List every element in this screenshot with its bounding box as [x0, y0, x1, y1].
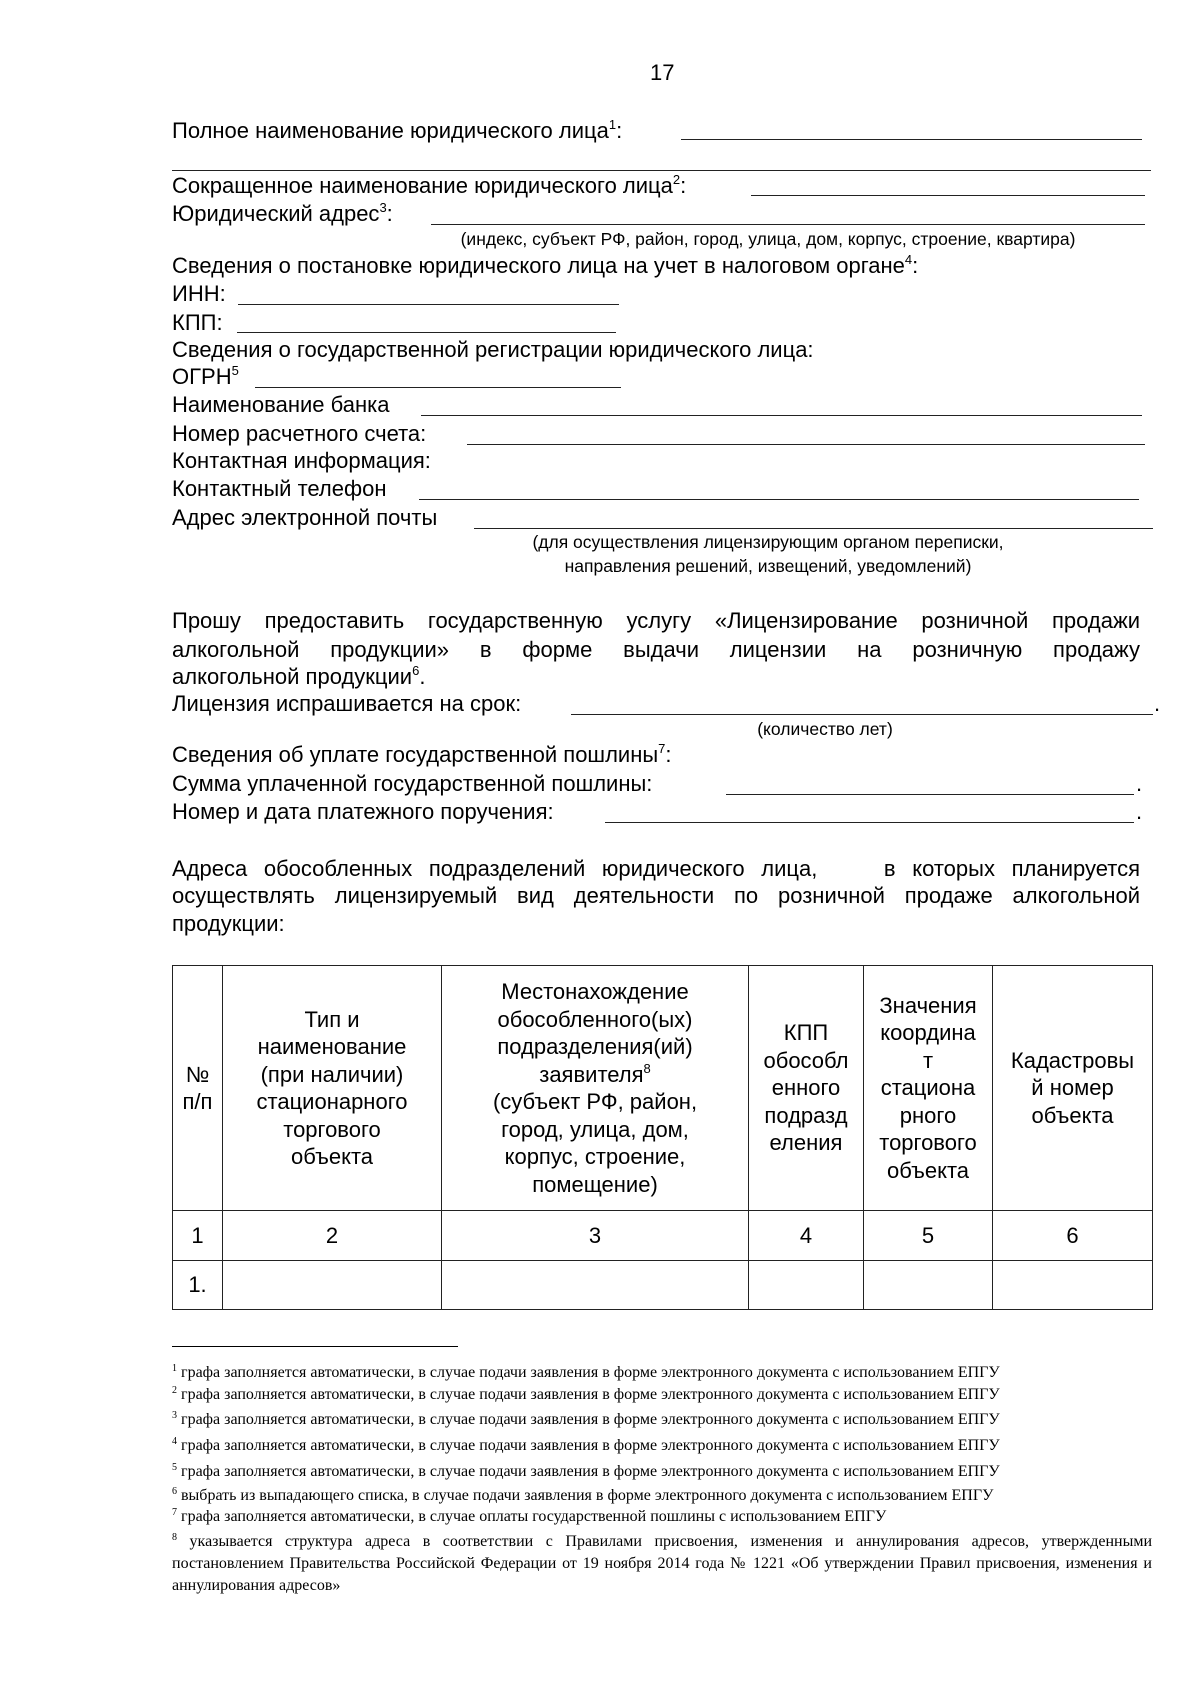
header-type-name: Тип и наименование (при наличии) стационарного торгового объекта	[223, 966, 442, 1211]
label-text: алкогольной продукции	[172, 664, 413, 689]
label-text: Полное наименование юридического лица	[172, 118, 609, 143]
term-field[interactable]	[571, 714, 1153, 715]
footnote-ref: 2	[672, 172, 681, 187]
fee-amount-label: Сумма уплаченной государственной пошлины:	[172, 771, 653, 796]
footnote-text: указывается структура адреса в соответствии с Правилами присвоения, изменения и аннулирования адресов, утвержденными постановлением Правительства Российской Федерации от 19 ноября 2014 года № 1221 «Об утверждении Правил присвоения, изменения и аннулирования адресов»	[172, 1533, 1153, 1594]
account-field[interactable]	[467, 444, 1145, 445]
contact-heading: Контактная информация:	[172, 448, 431, 473]
cell-kpp[interactable]	[749, 1261, 864, 1310]
footnote-ref: 8	[643, 1060, 651, 1076]
label-text: Сведения об уплате государственной пошлины	[172, 742, 659, 767]
payment-order-field[interactable]	[605, 822, 1134, 823]
label-suffix: :	[386, 201, 393, 226]
email-hint-line1: (для осуществления лицензирующим органом переписки,	[532, 532, 1004, 552]
footnote-3	[172, 1409, 1152, 1431]
state-registration-heading: Сведения о государственной регистрации юридического лица:	[172, 337, 814, 362]
footnote-text: графа заполняется автоматически, в случае подачи заявления в форме электронного документа с использованием ЕПГУ	[181, 1463, 1000, 1480]
header-location	[442, 966, 749, 1211]
payment-order-label: Номер и дата платежного поручения:	[172, 799, 554, 824]
inn-field[interactable]	[238, 304, 619, 305]
page-number: 17	[650, 60, 675, 85]
bank-label: Наименование банка	[172, 392, 390, 417]
header-coordinates: Значения координа т стациона рного торгового объекта	[864, 966, 993, 1211]
header-number: № п/п	[173, 966, 223, 1211]
request-line-3	[172, 663, 425, 691]
footnote-separator	[172, 1346, 458, 1347]
footnote-ref: 7	[658, 741, 666, 756]
cell-type-name[interactable]	[223, 1261, 442, 1310]
email-label: Адрес электронной почты	[172, 505, 438, 530]
legal-address-field[interactable]	[431, 224, 1145, 225]
footnote-1	[172, 1362, 1152, 1384]
label-text: Юридический адрес	[172, 201, 380, 226]
footnote-number: 5	[172, 1462, 177, 1473]
label-suffix: :	[680, 173, 687, 198]
term-label: Лицензия испрашивается на срок:	[172, 691, 522, 716]
label-text: ОГРН	[172, 364, 232, 389]
footnote-number: 2	[172, 1385, 177, 1396]
footnote-ref: 1	[608, 117, 617, 132]
column-number: 3	[442, 1211, 749, 1261]
footnote-text: графа заполняется автоматически, в случае подачи заявления в форме электронного документа с использованием ЕПГУ	[181, 1364, 1000, 1381]
header-location-details: (субъект РФ, район, город, улица, дом, корпус, строение, помещение)	[492, 1089, 698, 1197]
short-name-field[interactable]	[751, 195, 1145, 196]
addresses-line-3: продукции:	[172, 911, 285, 936]
label-suffix: :	[665, 742, 672, 767]
footnote-8	[172, 1531, 1152, 1597]
short-name-label	[172, 172, 686, 200]
table-column-numbers-row	[173, 1211, 1153, 1261]
term-end: .	[1154, 691, 1161, 716]
label-suffix: .	[419, 664, 426, 689]
ogrn-field[interactable]	[255, 387, 621, 388]
footnote-number: 3	[172, 1410, 177, 1421]
footnote-5	[172, 1461, 1152, 1483]
kpp-label: КПП:	[172, 310, 223, 335]
kpp-field[interactable]	[237, 332, 616, 333]
fee-heading	[172, 741, 672, 769]
column-number: 5	[864, 1211, 993, 1261]
tax-registration-heading	[172, 252, 918, 280]
subdivisions-table	[172, 965, 1153, 1310]
email-field[interactable]	[474, 528, 1153, 529]
label-text: Сокращенное наименование юридического лица	[172, 173, 673, 198]
footnote-2	[172, 1384, 1152, 1406]
full-name-field-continuation[interactable]	[172, 170, 1151, 171]
legal-address-label	[172, 200, 393, 228]
header-cadastral: Кадастровы й номер объекта	[993, 966, 1153, 1211]
header-kpp: КПП обособл енного подразд еления	[749, 966, 864, 1211]
footnote-number: 4	[172, 1436, 177, 1447]
email-hint-line2: направления решений, извещений, уведомлений)	[564, 556, 972, 576]
column-number: 4	[749, 1211, 864, 1261]
label-suffix: :	[616, 118, 623, 143]
fee-amount-end: .	[1136, 771, 1143, 796]
table-row	[173, 1261, 1153, 1310]
addresses-line-2: осуществлять лицензируемый вид деятельности по розничной продаже алкогольной	[172, 883, 1140, 908]
column-number: 6	[993, 1211, 1153, 1261]
request-line-1: Прошу предоставить государственную услугу «Лицензирование розничной продажи	[172, 608, 1140, 633]
cell-location[interactable]	[442, 1261, 749, 1310]
column-number: 1	[173, 1211, 223, 1261]
footnote-ref: 5	[231, 363, 239, 378]
phone-label: Контактный телефон	[172, 476, 387, 501]
term-hint: (количество лет)	[757, 719, 893, 739]
footnote-6	[172, 1485, 1152, 1507]
cell-coordinates[interactable]	[864, 1261, 993, 1310]
full-name-label	[172, 117, 622, 145]
inn-label: ИНН:	[172, 281, 226, 306]
phone-field[interactable]	[419, 499, 1139, 500]
fee-amount-field[interactable]	[726, 794, 1134, 795]
footnote-number: 8	[172, 1532, 177, 1543]
label-suffix: :	[912, 253, 919, 278]
row-number: 1.	[173, 1261, 223, 1310]
cell-cadastral[interactable]	[993, 1261, 1153, 1310]
legal-address-hint: (индекс, субъект РФ, район, город, улица, дом, корпус, строение, квартира)	[460, 229, 1076, 249]
footnote-ref: 3	[379, 200, 387, 215]
full-name-field[interactable]	[681, 139, 1142, 140]
bank-field[interactable]	[421, 415, 1142, 416]
footnote-text: графа заполняется автоматически, в случае оплаты государственной пошлины с использованием ЕПГУ	[181, 1508, 887, 1525]
footnote-number: 6	[172, 1486, 177, 1497]
footnote-ref: 6	[412, 663, 420, 678]
footnote-text: выбрать из выпадающего списка, в случае подачи заявления в форме электронного документа с использованием ЕПГУ	[181, 1487, 994, 1504]
footnote-text: графа заполняется автоматически, в случае подачи заявления в форме электронного документа с использованием ЕПГУ	[181, 1437, 1000, 1454]
request-line-2: алкогольной продукции» в форме выдачи лицензии на розничную продажу	[172, 637, 1140, 662]
column-number: 2	[223, 1211, 442, 1261]
header-location-text: Местонахождение обособленного(ых) подразделения(ий) заявителя	[497, 979, 693, 1087]
footnote-7	[172, 1506, 1152, 1528]
footnote-number: 7	[172, 1507, 177, 1518]
table-header-row	[173, 966, 1153, 1211]
footnote-text: графа заполняется автоматически, в случае подачи заявления в форме электронного документа с использованием ЕПГУ	[181, 1411, 1000, 1428]
footnote-number: 1	[172, 1363, 177, 1374]
footnote-text: графа заполняется автоматически, в случае подачи заявления в форме электронного документа с использованием ЕПГУ	[181, 1386, 1000, 1403]
footnote-4	[172, 1435, 1152, 1457]
ogrn-label	[172, 363, 239, 391]
account-label: Номер расчетного счета:	[172, 421, 427, 446]
label-text: Сведения о постановке юридического лица на учет в налоговом органе	[172, 253, 905, 278]
payment-order-end: .	[1136, 799, 1143, 824]
addresses-line-1: Адреса обособленных подразделений юридического лица, в которых планируется	[172, 856, 1140, 881]
footnote-ref: 4	[904, 252, 913, 267]
